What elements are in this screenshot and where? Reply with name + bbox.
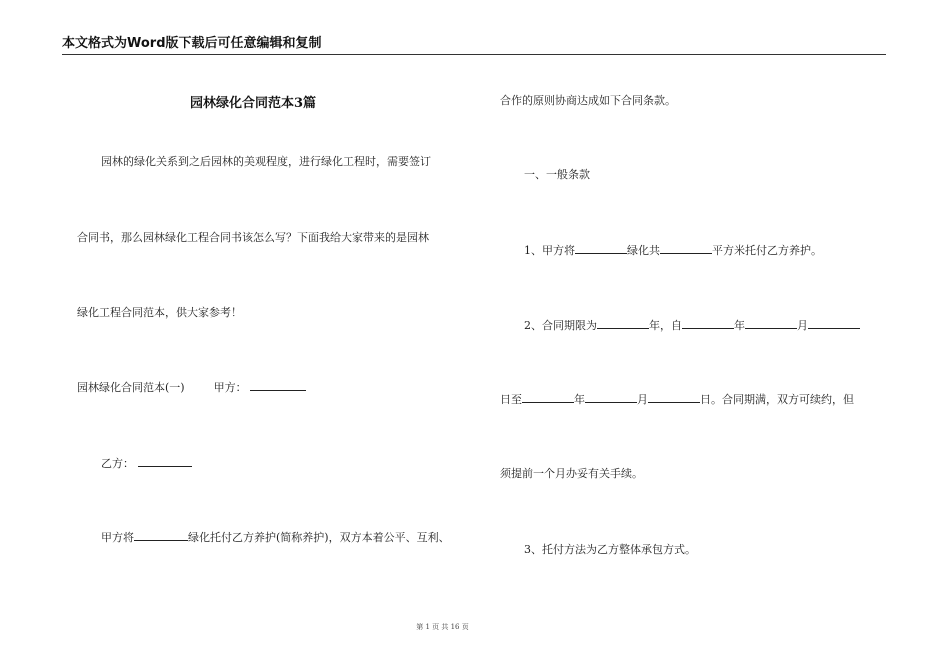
clause-2b-blank-3 [648, 392, 700, 403]
party-a-label: 甲方： [213, 381, 247, 394]
right-line-1: 合作的原则协商达成如下合同条款。 [500, 94, 676, 107]
clause-2b-blank-1 [522, 392, 574, 403]
clause-1 [524, 243, 822, 258]
clause-1-text-b: 绿化共 [627, 244, 660, 257]
party-b-blank [138, 456, 192, 467]
greening-blank [134, 530, 188, 541]
clause-2-final-line: 须提前一个月办妥有关手续。 [500, 467, 643, 480]
clause-2-blank-4 [808, 318, 860, 329]
clause-2-text-year2: 年 [734, 319, 745, 332]
intro-line-3: 绿化工程合同范本，供大家参考！ [77, 306, 242, 319]
clause-3: 3、托付方法为乙方整体承包方式。 [524, 543, 696, 556]
clause-2-blank-1 [597, 318, 649, 329]
contract-name: 园林绿化合同范本(一) [77, 381, 185, 394]
contract-heading-line [77, 380, 306, 395]
clause-2b-text-rest: 日。合同期满，双方可续约，但 [700, 393, 854, 406]
page-header [62, 35, 886, 55]
header-text: 本文格式为Word版下载后可任意编辑和复制 [62, 36, 322, 51]
document-title: 园林绿化合同范本3篇 [190, 96, 317, 111]
page-footer: 第 1 页 共 16 页 [416, 623, 469, 631]
clause-2-continued [500, 392, 854, 407]
clause-2 [524, 318, 860, 333]
clause-2b-blank-2 [585, 392, 637, 403]
intro-line-2: 合同书，那么园林绿化工程合同书该怎么写？下面我给大家带来的是园林 [77, 231, 429, 244]
clause-2b-text-a: 日至 [500, 393, 522, 406]
clause-2b-text-month: 月 [637, 393, 648, 406]
clause-2-text-a: 2、合同期限为 [524, 319, 597, 332]
clause-2-text-month: 月 [797, 319, 808, 332]
party-a-blank [250, 380, 306, 391]
clause-2-blank-2 [682, 318, 734, 329]
clause-2-text-year: 年，自 [649, 319, 682, 332]
party-b-line [101, 456, 192, 471]
para-start: 甲方将 [101, 531, 134, 544]
clause-1-blank-2 [660, 243, 712, 254]
section-general-terms: 一、一般条款 [524, 168, 590, 181]
clause-2-blank-3 [745, 318, 797, 329]
agreement-paragraph-line [101, 530, 450, 545]
clause-1-text-a: 1、甲方将 [524, 244, 575, 257]
para-rest: 绿化托付乙方养护(简称养护)，双方本着公平、互利、 [188, 531, 450, 544]
clause-2b-text-year: 年 [574, 393, 585, 406]
party-b-label: 乙方： [101, 457, 134, 470]
intro-line-1: 园林的绿化关系到之后园林的美观程度，进行绿化工程时，需要签订 [101, 155, 431, 168]
clause-1-text-c: 平方米托付乙方养护。 [712, 244, 822, 257]
clause-1-blank-1 [575, 243, 627, 254]
